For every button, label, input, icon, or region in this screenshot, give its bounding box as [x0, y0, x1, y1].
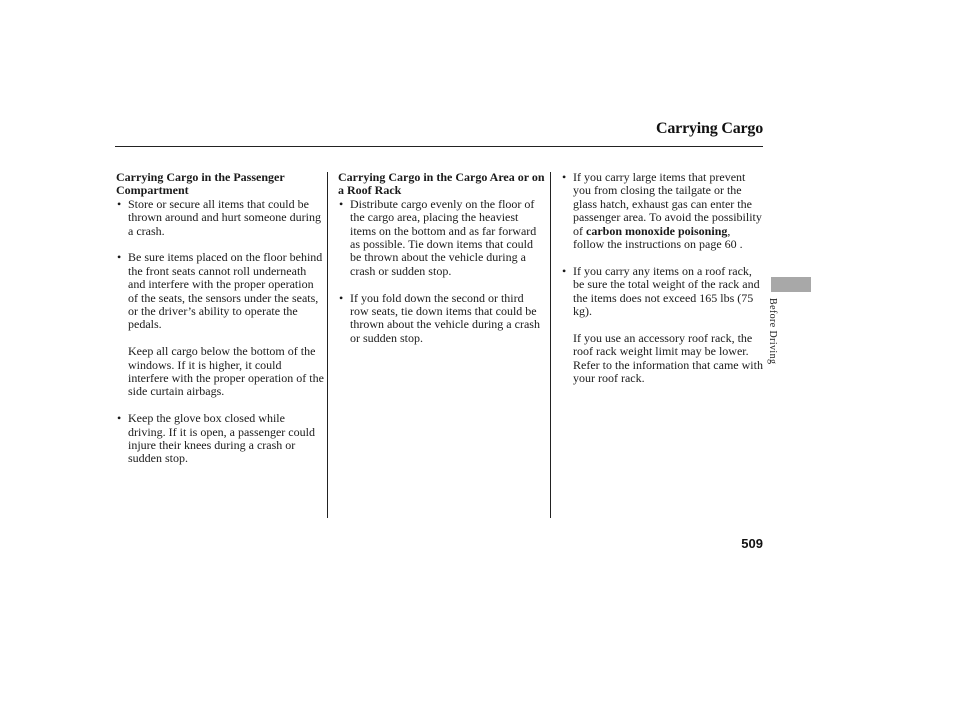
column-cargo-area — [338, 171, 545, 345]
column-divider-1 — [327, 172, 328, 518]
bullet-marker: • — [562, 170, 567, 184]
list-item — [561, 171, 763, 251]
list-item-text: If you fold down the second or third row seats, tie down items that could be thrown about the vehicle during a crash or sudden stop. — [350, 290, 540, 345]
list-item-text: . — [736, 237, 743, 252]
side-tab-label: Before Driving — [767, 298, 778, 365]
column-divider-2 — [550, 172, 551, 518]
list-item-text: , follow the instructions on page — [573, 223, 731, 252]
paragraph: Keep all cargo below the bottom of the windows. If it is higher, it could interfere with the proper operation of the side curtain airbags. — [128, 344, 324, 399]
header-rule — [115, 146, 763, 147]
list-item — [116, 412, 324, 466]
section-tab-marker — [771, 277, 811, 292]
page-number: 509 — [741, 536, 763, 551]
warning-term: carbon monoxide poisoning — [586, 223, 728, 238]
list-item — [116, 251, 324, 331]
list-item — [116, 198, 324, 238]
section-heading: Carrying Cargo in the Passenger Compartment — [116, 170, 285, 198]
list-item — [338, 198, 545, 278]
bullet-marker: • — [117, 196, 122, 211]
column-passenger-compartment — [116, 171, 324, 466]
list-item — [561, 265, 763, 319]
page-title: Carrying Cargo — [656, 120, 763, 137]
list-item-text: Store or secure all items that could be thrown around and hurt someone during a crash. — [128, 196, 321, 238]
bullet-marker: • — [117, 411, 122, 426]
list-item-text: Be sure items placed on the floor behind the front seats cannot roll underneath and interfere with the proper operation of the seats, the sensors under the seats, or the driver’s ability to operate the pedals. — [128, 250, 323, 332]
column-large-items — [561, 171, 763, 385]
list-item-text: Distribute cargo evenly on the floor of the cargo area, placing the heaviest items on the bottom and as far forward as possible. Tie down items that could be thrown about the vehicle during a crash or sudden stop. — [350, 196, 537, 278]
list-item-text: Keep the glove box closed while driving. If it is open, a passenger could injure their knees during a crash or sudden stop. — [128, 411, 315, 466]
bullet-marker: • — [339, 290, 344, 305]
list-item — [338, 292, 545, 346]
bullet-marker: • — [562, 263, 567, 278]
page-reference-link[interactable]: 60 — [724, 237, 737, 252]
bullet-marker: • — [117, 250, 122, 265]
paragraph: If you use an accessory roof rack, the roof rack weight limit may be lower. Refer to the information that came with your roof rack. — [573, 330, 763, 386]
bullet-marker: • — [339, 196, 344, 211]
list-item-text: If you carry large items that prevent you from closing the tailgate or the glass hatch, exhaust gas can enter the passenger area. To avoid the possibility of — [573, 170, 762, 238]
section-heading: Carrying Cargo in the Cargo Area or on a Roof Rack — [338, 170, 545, 198]
list-item-text: If you carry any items on a roof rack, be sure the total weight of the rack and the items does not exceed 165 lbs (75 kg). — [573, 263, 760, 319]
